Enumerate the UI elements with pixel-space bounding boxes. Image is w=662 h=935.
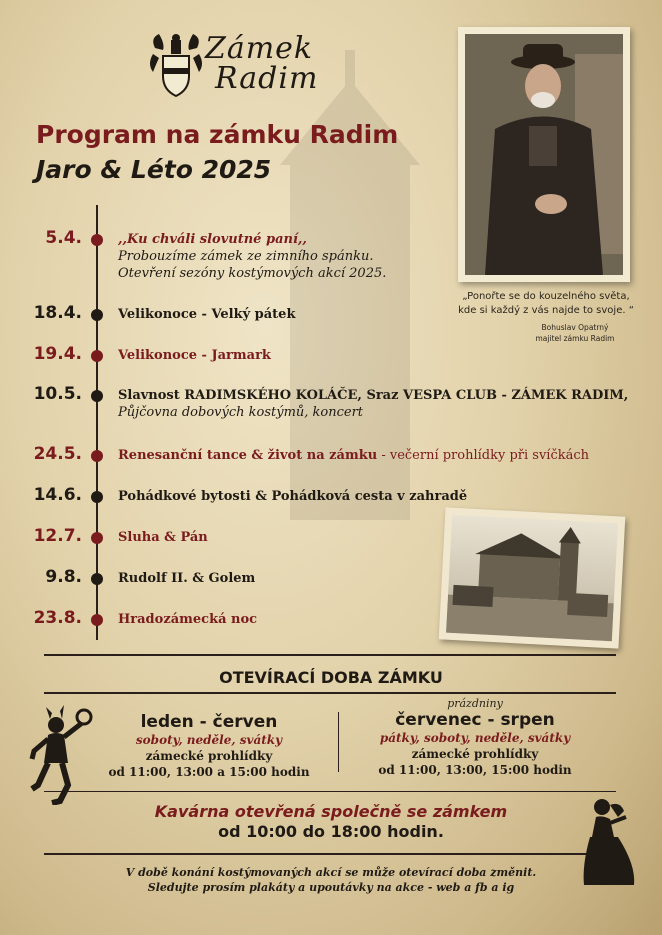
season-times: od 11:00, 13:00 a 15:00 hodin: [108, 765, 310, 779]
cafe-line1: Kavárna otevřená společně se zámkem: [154, 802, 508, 821]
person-silhouette-icon: [465, 34, 623, 275]
logo-line2: Radim: [215, 61, 319, 96]
timeline-dot: [91, 350, 103, 362]
event-date: 24.5.: [33, 444, 82, 464]
event-date: 19.4.: [33, 344, 82, 364]
event-text: [118, 447, 589, 464]
event-line2: Probouzíme zámek ze zimního spánku.: [118, 249, 374, 264]
hours-summer: [366, 698, 584, 778]
event-title: Rudolf II. & Golem: [118, 571, 256, 586]
page-subtitle: Jaro & Léto 2025: [36, 155, 272, 184]
event-title: Sluha & Pán: [118, 530, 208, 545]
lady-silhouette-icon: [580, 795, 638, 887]
logo-wordmark: [205, 31, 319, 96]
event-date: 18.4.: [33, 303, 82, 323]
season-note: prázdniny: [447, 697, 503, 710]
footer-note: [0, 865, 662, 895]
season-tour: zámecké prohlídky: [145, 749, 273, 763]
page-title: Program na zámku Radim: [36, 120, 399, 149]
event-line2: Půjčovna dobových kostýmů, koncert: [118, 405, 364, 420]
owner-quote: „Ponořte se do kouzelného světa, kde si každý z vás najde to svoje. “: [458, 291, 634, 316]
timeline-dot: [91, 491, 103, 503]
owner-name: Bohuslav Opatrný: [541, 323, 609, 332]
season-tour: zámecké prohlídky: [411, 747, 539, 761]
event-date: 14.6.: [33, 485, 82, 505]
divider: [44, 853, 616, 855]
divider: [44, 654, 616, 656]
owner-portrait: [458, 27, 630, 282]
footer-line1: V době konání kostýmovaných akcí se může otevírací doba změnit.: [125, 866, 537, 879]
timeline-dot: [91, 573, 103, 585]
opening-hours-title: OTEVÍRACÍ DOBA ZÁMKU: [219, 668, 443, 687]
footer-line2: Sledujte prosím plakáty a upoutávky na akce - web a fb a ig: [147, 881, 515, 894]
event-line3: Otevření sezóny kostýmových akcí 2025.: [118, 266, 387, 281]
owner-signature: [520, 322, 630, 344]
event-subtitle: - večerní prohlídky při svíčkách: [377, 448, 590, 463]
jester-silhouette-icon: [28, 705, 98, 805]
timeline-dot: [91, 234, 103, 246]
column-divider: [338, 712, 339, 772]
timeline-dot: [91, 532, 103, 544]
event-title: Velikonoce - Jarmark: [118, 348, 271, 363]
hours-winter-spring: [104, 712, 314, 780]
divider: [44, 692, 616, 694]
season-days: pátky, soboty, neděle, svátky: [379, 731, 571, 745]
castle-sketch: [446, 515, 618, 642]
castle-crest-icon: [145, 28, 207, 103]
timeline-dot: [91, 390, 103, 402]
event-text: [118, 231, 386, 282]
event-date: 23.8.: [33, 608, 82, 628]
season-times: od 11:00, 13:00, 15:00 hodin: [378, 763, 572, 777]
timeline-dot: [91, 614, 103, 626]
event-title: Hradozámecká noc: [118, 612, 258, 627]
cafe-line2: od 10:00 do 18:00 hodin.: [218, 822, 444, 841]
event-date: 5.4.: [45, 228, 82, 248]
owner-role: majitel zámku Radim: [535, 334, 615, 343]
logo: [145, 28, 320, 108]
event-title: Renesanční tance & život na zámku: [118, 448, 378, 463]
castle-sketch-card: [439, 507, 626, 648]
season-name: červenec - srpen: [395, 710, 555, 730]
event-date: 9.8.: [45, 567, 82, 587]
event-title: Velikonoce - Velký pátek: [118, 307, 296, 322]
season-days: soboty, neděle, svátky: [135, 733, 283, 747]
event-date: 12.7.: [33, 526, 82, 546]
castle-drawing-icon: [446, 515, 618, 642]
season-name: leden - červen: [140, 712, 278, 732]
timeline-dot: [91, 450, 103, 462]
divider: [44, 791, 616, 792]
event-title: Slavnost RADIMSKÉHO KOLÁČE, Sraz VESPA CLUB - ZÁMEK RADIM,: [118, 388, 629, 403]
event-title: ,,Ku chváli slovutné paní,,: [118, 232, 307, 247]
event-date: 10.5.: [33, 384, 82, 404]
portrait-photo: [465, 34, 623, 275]
timeline-dot: [91, 309, 103, 321]
event-text: [118, 387, 628, 421]
logo-line1: Zámek: [205, 31, 314, 66]
event-title: Pohádkové bytosti & Pohádková cesta v zahradě: [118, 489, 468, 504]
